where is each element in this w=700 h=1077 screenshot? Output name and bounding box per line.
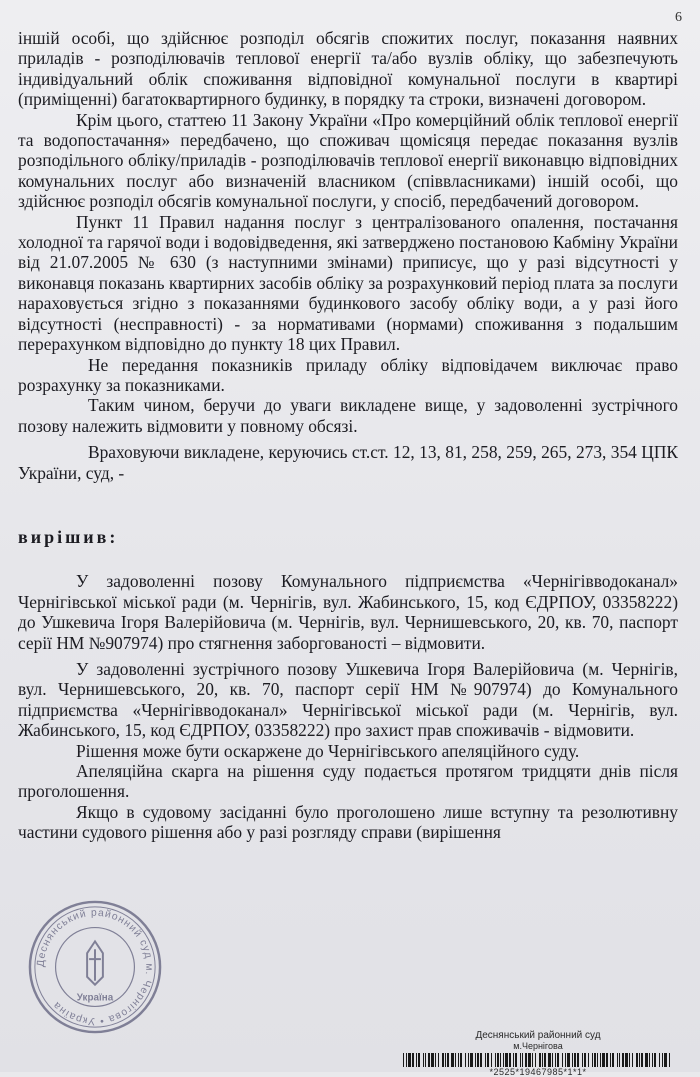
barcode-bar — [445, 1053, 446, 1067]
barcode-bar — [577, 1053, 579, 1067]
barcode-bar — [539, 1053, 541, 1067]
barcode-bar — [662, 1053, 663, 1067]
barcode-bar — [500, 1053, 501, 1067]
barcode — [403, 1053, 673, 1067]
barcode-bar — [458, 1053, 459, 1067]
decision-heading: вирішив: — [18, 526, 119, 547]
barcode-bar — [542, 1053, 543, 1067]
barcode-bar — [403, 1053, 404, 1067]
barcode-bar — [495, 1053, 496, 1067]
barcode-bar — [654, 1053, 656, 1067]
barcode-bar — [406, 1053, 407, 1067]
barcode-bar — [416, 1053, 417, 1067]
stamp-court-name: Деснянський районний суд — [475, 1030, 601, 1041]
barcode-bar — [435, 1053, 436, 1067]
barcode-bar — [532, 1053, 533, 1067]
barcode-bar — [584, 1053, 586, 1067]
ruling-counterclaim: У задоволенні зустрічного позову Ушкевича Ігоря Валерійовича (м. Чернігів, вул. Чернишевського, 20, кв. 70, паспорт серії НМ №907974) до Комунального підприємства «Чернігівводоканал» Чернігівської міської ради (м. Чернігів, вул. Жабинського, 15, код ЄДРПОУ, 03358222) про захист прав споживачів - відмовити. — [18, 658, 678, 741]
page-number: 6 — [675, 10, 682, 25]
barcode-bar — [442, 1053, 444, 1067]
barcode-bar — [460, 1053, 462, 1067]
barcode-bar — [625, 1053, 628, 1067]
barcode-bar — [503, 1053, 504, 1067]
barcode-bar — [652, 1053, 653, 1067]
barcode-bar — [505, 1053, 508, 1067]
barcode-bar — [528, 1053, 531, 1067]
barcode-bar — [497, 1053, 499, 1067]
barcode-bar — [487, 1053, 489, 1067]
barcode-bar — [470, 1053, 473, 1067]
barcode-bar — [572, 1053, 573, 1067]
barcode-bar — [520, 1053, 521, 1067]
stamp-court-city: м.Чернігова — [513, 1041, 563, 1051]
barcode-bar — [552, 1053, 553, 1067]
barcode-bar — [555, 1053, 556, 1067]
barcode-bar — [412, 1053, 414, 1067]
seal-center-text: Україна — [76, 992, 114, 1004]
barcode-bar — [582, 1053, 583, 1067]
barcode-bar — [619, 1053, 620, 1067]
barcode-bar — [649, 1053, 650, 1067]
barcode-bar — [562, 1053, 563, 1067]
document-body — [18, 28, 678, 843]
barcode-bar — [548, 1053, 551, 1067]
ruling-appeal-court: Рішення може бути оскаржене до Чернігівського апеляційного суду. — [76, 740, 580, 761]
court-barcode-stamp — [398, 1030, 678, 1077]
barcode-bar — [645, 1053, 648, 1067]
barcode-bar — [639, 1053, 640, 1067]
barcode-bar — [428, 1053, 430, 1067]
barcode-bar — [418, 1053, 420, 1067]
ruling-announcement: Якщо в судовому засіданні було проголошено лише вступну та резолютивну частини судового рішення або у разі розгляду справи (вирішення — [18, 801, 678, 843]
barcode-bar — [480, 1053, 482, 1067]
barcode-bar — [557, 1053, 559, 1067]
barcode-bar — [641, 1053, 643, 1067]
barcode-bar — [468, 1053, 469, 1067]
barcode-bar — [477, 1053, 479, 1067]
barcode-bar — [617, 1053, 618, 1067]
paragraph-no-readings: Не передання показників приладу обліку відповідачем виключає право розрахунку за показниками. — [18, 354, 678, 395]
barcode-bar — [622, 1053, 624, 1067]
barcode-bar — [669, 1053, 670, 1067]
barcode-bar — [565, 1053, 566, 1067]
barcode-bar — [610, 1053, 611, 1067]
barcode-bar — [515, 1053, 517, 1067]
paragraph-counterclaim-denial: Таким чином, беручи до уваги викладене вище, у задоволенні зустрічного позову належить відмовити у повному обсязі. — [18, 395, 678, 436]
trident-emblem-icon — [87, 941, 103, 984]
barcode-bar — [438, 1053, 439, 1067]
barcode-bar — [612, 1053, 614, 1067]
barcode-bar — [606, 1053, 608, 1067]
barcode-bar — [594, 1053, 596, 1067]
barcode-bar — [659, 1053, 660, 1067]
barcode-bar — [544, 1053, 546, 1067]
barcode-bar — [592, 1053, 593, 1067]
court-seal-stamp — [26, 898, 164, 1036]
barcode-bar — [408, 1053, 411, 1067]
paragraph-legal-basis: Враховуючи викладене, керуючись ст.ст. 12, 13, 81, 258, 259, 265, 273, 354 ЦПК України, суд, - — [18, 442, 678, 483]
barcode-bar — [491, 1053, 492, 1067]
paragraph-continuation: іншій особі, що здійснює розподіл обсягів спожитих послуг, показання наявних приладів - розподілювачів теплової енергії та/або вузлів обліку, що забезпечують індивідуальний облік споживання відповідної комунальної послуги в квартирі (приміщенні) багатоквартирного будинку, в порядку та строки, визначені договором. — [18, 28, 678, 110]
paragraph-law-article-11: Крім цього, статтею 11 Закону України «Про комерційний облік теплової енергії та водопостачання» передбачено, що споживач щомісяця передає показання вузлів розподільного обліку/приладів - розподілювачів теплової енергії виконавцю відповідних комунальних послуг або визначеній власником (співвласниками) іншій особі, що здійснює розподіл обсягів комунальної послуги, у спосіб, передбачений договором. — [18, 109, 678, 212]
barcode-bar — [525, 1053, 527, 1067]
barcode-bar — [632, 1053, 633, 1067]
ruling-appeal-deadline: Апеляційна скарга на рішення суду подається протягом тридцяти днів після проголошення. — [18, 761, 678, 802]
barcode-bar — [574, 1053, 576, 1067]
barcode-bar — [447, 1053, 449, 1067]
barcode-bar — [600, 1053, 601, 1067]
barcode-bar — [455, 1053, 456, 1067]
barcode-bar — [513, 1053, 514, 1067]
barcode-bar — [522, 1053, 523, 1067]
barcode-bar — [423, 1053, 424, 1067]
barcode-bar — [475, 1053, 476, 1067]
barcode-bar — [597, 1053, 598, 1067]
seal-ring-text: Деснянський районний суд м. Чернігова • Україна — [35, 907, 155, 1027]
barcode-bar — [629, 1053, 630, 1067]
barcode-bar — [567, 1053, 570, 1067]
ruling-main-claim: У задоволенні позову Комунального підприємства «Чернігівводоканал» Чернігівської міської ради (м. Чернігів, вул. Жабинського, 15, код ЄДРПОУ, 03358222) до Ушкевича Ігоря Валерійовича (м. Чернігів, вул. Чернишевського, 20, кв. 70, паспорт серії НМ №907974) про стягнення заборгованості – відмовити. — [18, 571, 678, 653]
barcode-bar — [535, 1053, 536, 1067]
barcode-number: *2525*19467985*1*1* — [489, 1067, 587, 1077]
barcode-bar — [465, 1053, 466, 1067]
barcode-bar — [485, 1053, 486, 1067]
paragraph-rules-point-11: Пункт 11 Правил надання послуг з централізованого опалення, постачання холодної та гарячої води і водовідведення, які затверджено постановою Кабміну України від 21.07.2005 № 630 (з наступними змінами) приписує, що у разі відсутності у виконавця показань квартирних засобів обліку за розрахунковий період плата за послуги нараховується згідно з показаннями будинкового засобу обліку води, а у разі його відсутності (несправності) - за нормативами (нормами) споживання з подальшим перерахунком відповідно до пункту 18 цих Правил. — [18, 211, 678, 355]
barcode-bar — [431, 1053, 434, 1067]
barcode-bar — [602, 1053, 605, 1067]
barcode-bar — [425, 1053, 426, 1067]
barcode-bar — [451, 1053, 454, 1067]
barcode-bar — [588, 1053, 589, 1067]
barcode-bar — [636, 1053, 638, 1067]
barcode-bar — [664, 1053, 667, 1067]
barcode-bar — [509, 1053, 511, 1067]
